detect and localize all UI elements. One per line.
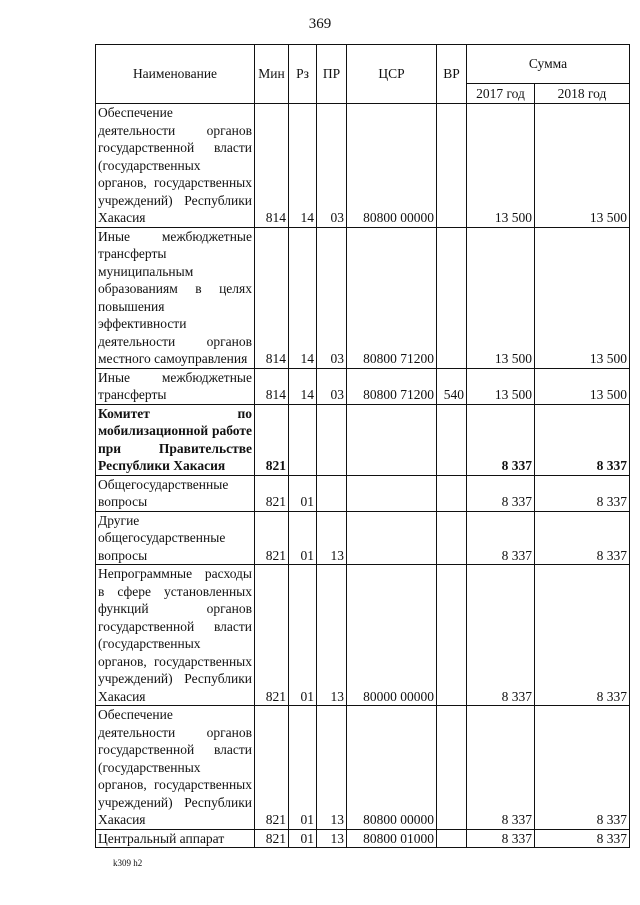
row-csr-cell — [347, 475, 437, 511]
row-rz-cell: 14 — [289, 227, 317, 368]
row-rz-cell: 01 — [289, 706, 317, 830]
page-number: 369 — [308, 16, 332, 32]
table-row — [96, 706, 630, 830]
row-csr-cell — [347, 511, 437, 565]
row-csr-cell: 80800 71200 — [347, 227, 437, 368]
row-pr-cell: 03 — [317, 368, 347, 404]
row-csr-cell: 80800 01000 — [347, 829, 437, 848]
row-amount-2018-cell: 8 337 — [535, 829, 630, 848]
table-row — [96, 511, 630, 565]
header-pr: ПР — [317, 45, 347, 104]
header-sum: Сумма — [467, 45, 630, 84]
row-vr-cell — [437, 475, 467, 511]
row-pr-cell — [317, 475, 347, 511]
table-row — [96, 475, 630, 511]
row-min-cell: 814 — [255, 368, 289, 404]
row-csr-cell — [347, 404, 437, 475]
row-pr-cell: 03 — [317, 227, 347, 368]
row-pr-cell — [317, 404, 347, 475]
table-row — [96, 404, 630, 475]
row-name-cell: Непрограммные расходы в сфере установленных функций органов государственной власти (государственных органов, государственных учреждений) Республики Хакасия — [96, 565, 255, 706]
row-csr-cell: 80800 00000 — [347, 706, 437, 830]
row-amount-2018-cell: 13 500 — [535, 368, 630, 404]
row-vr-cell: 540 — [437, 368, 467, 404]
row-amount-2017-cell: 8 337 — [467, 565, 535, 706]
row-amount-2017-cell: 8 337 — [467, 829, 535, 848]
row-amount-2018-cell: 8 337 — [535, 404, 630, 475]
table-row — [96, 368, 630, 404]
row-amount-2017-cell: 13 500 — [467, 104, 535, 228]
row-min-cell: 814 — [255, 227, 289, 368]
row-amount-2018-cell: 8 337 — [535, 565, 630, 706]
row-rz-cell: 14 — [289, 368, 317, 404]
table-body — [96, 104, 630, 848]
row-pr-cell: 13 — [317, 706, 347, 830]
row-min-cell: 821 — [255, 829, 289, 848]
table-row — [96, 829, 630, 848]
row-vr-cell — [437, 511, 467, 565]
row-name-cell: Иные межбюджетные трансферты — [96, 368, 255, 404]
row-amount-2018-cell: 13 500 — [535, 227, 630, 368]
row-amount-2018-cell: 8 337 — [535, 475, 630, 511]
row-vr-cell — [437, 829, 467, 848]
row-csr-cell: 80000 00000 — [347, 565, 437, 706]
row-name-cell: Общегосударственные вопросы — [96, 475, 255, 511]
row-name-cell: Иные межбюджетные трансферты муниципальным образованиям в целях повышения эффективности деятельности органов местного самоуправления — [96, 227, 255, 368]
header-name: Наименование — [96, 45, 255, 104]
table-header — [96, 45, 630, 104]
row-amount-2017-cell: 8 337 — [467, 511, 535, 565]
header-rz: Рз — [289, 45, 317, 104]
row-pr-cell: 13 — [317, 829, 347, 848]
row-pr-cell: 03 — [317, 104, 347, 228]
row-min-cell: 821 — [255, 706, 289, 830]
row-rz-cell: 01 — [289, 565, 317, 706]
row-name-cell: Комитет по мобилизационной работе при Правительстве Республики Хакасия — [96, 404, 255, 475]
row-min-cell: 821 — [255, 475, 289, 511]
table-row — [96, 104, 630, 228]
row-vr-cell — [437, 227, 467, 368]
row-name-cell: Другие общегосударственные вопросы — [96, 511, 255, 565]
row-vr-cell — [437, 706, 467, 830]
row-amount-2018-cell: 8 337 — [535, 706, 630, 830]
header-csr: ЦСР — [347, 45, 437, 104]
row-min-cell: 821 — [255, 511, 289, 565]
table-row — [96, 227, 630, 368]
row-vr-cell — [437, 404, 467, 475]
row-amount-2017-cell: 8 337 — [467, 706, 535, 830]
row-amount-2018-cell: 8 337 — [535, 511, 630, 565]
row-vr-cell — [437, 565, 467, 706]
row-name-cell: Центральный аппарат — [96, 829, 255, 848]
row-csr-cell: 80800 00000 — [347, 104, 437, 228]
row-min-cell: 814 — [255, 104, 289, 228]
row-rz-cell — [289, 404, 317, 475]
row-amount-2017-cell: 8 337 — [467, 475, 535, 511]
row-amount-2017-cell: 8 337 — [467, 404, 535, 475]
header-vr: ВР — [437, 45, 467, 104]
row-amount-2017-cell: 13 500 — [467, 368, 535, 404]
row-rz-cell: 01 — [289, 475, 317, 511]
header-year-2017: 2017 год — [467, 83, 535, 103]
header-year-2018: 2018 год — [535, 83, 630, 103]
footer-code: k309 h2 — [113, 858, 143, 868]
row-rz-cell: 01 — [289, 829, 317, 848]
header-min: Мин — [255, 45, 289, 104]
row-min-cell: 821 — [255, 404, 289, 475]
row-amount-2017-cell: 13 500 — [467, 227, 535, 368]
row-rz-cell: 14 — [289, 104, 317, 228]
row-name-cell: Обеспечение деятельности органов государственной власти (государственных органов, государственных учреждений) Республики Хакасия — [96, 104, 255, 228]
row-pr-cell: 13 — [317, 565, 347, 706]
row-csr-cell: 80800 71200 — [347, 368, 437, 404]
row-amount-2018-cell: 13 500 — [535, 104, 630, 228]
budget-table — [95, 44, 630, 848]
row-rz-cell: 01 — [289, 511, 317, 565]
row-min-cell: 821 — [255, 565, 289, 706]
row-pr-cell: 13 — [317, 511, 347, 565]
row-name-cell: Обеспечение деятельности органов государственной власти (государственных органов, государственных учреждений) Республики Хакасия — [96, 706, 255, 830]
row-vr-cell — [437, 104, 467, 228]
table-row — [96, 565, 630, 706]
